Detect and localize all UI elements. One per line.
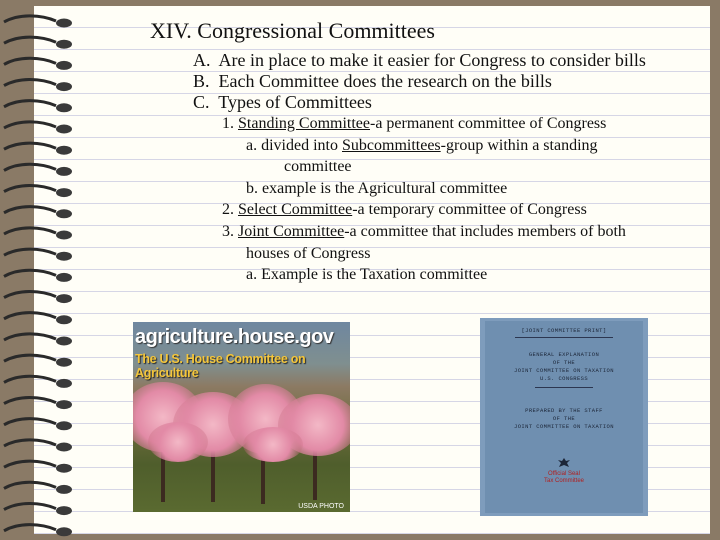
type-standing [222, 115, 606, 133]
photo-credit: USDA PHOTO [298, 503, 344, 510]
standing-sub-a [246, 137, 598, 155]
type-select [222, 201, 587, 219]
joint-committee-term: Joint Committee [238, 223, 345, 240]
doc-prepared-2: OF THE [552, 415, 576, 422]
type-joint [222, 223, 626, 241]
doc-rule [515, 337, 613, 338]
doc-line-2: OF THE [552, 359, 576, 366]
type-standing-marker: 1. [222, 115, 234, 132]
standing-sub-a-text: -group within a standing [440, 137, 598, 154]
doc-line-3: JOINT COMMITTEE ON TAXATION [514, 367, 614, 374]
standing-sub-b-marker: b. [246, 180, 258, 197]
doc-prepared-1: PREPARED BY THE STAFF [525, 407, 603, 414]
doc-prepared-3: JOINT COMMITTEE ON TAXATION [514, 423, 614, 430]
type-standing-text: -a permanent committee of Congress [370, 115, 607, 132]
standing-sub-b [246, 180, 507, 198]
document-cover [485, 321, 643, 513]
point-c-text: Types of Committees [218, 92, 372, 112]
point-c-marker: C. [193, 92, 210, 112]
doc-rule-2 [535, 387, 593, 388]
type-select-marker: 2. [222, 201, 234, 218]
standing-sub-a-pre: divided into [261, 137, 342, 154]
slide-title: XIV. Congressional Committees [150, 18, 435, 43]
doc-line-1: GENERAL EXPLANATION [528, 351, 600, 358]
standing-sub-a-cont: committee [284, 158, 352, 175]
standing-sub-b-text: example is the Agricultural committee [262, 180, 508, 197]
point-a-marker: A. [193, 50, 211, 70]
joint-sub-a-marker: a. [246, 266, 258, 283]
point-a [193, 50, 646, 71]
standing-committee-term: Standing Committee [238, 115, 370, 132]
eagle-seal-icon [557, 457, 571, 469]
point-b-marker: B. [193, 71, 210, 91]
point-b-text: Each Committee does the research on the bills [218, 71, 552, 91]
joint-sub-a-text: Example is the Taxation committee [261, 266, 488, 283]
agriculture-committee-subtitle: The U.S. House Committee on Agriculture [135, 352, 306, 380]
doc-line-4: U.S. CONGRESS [539, 375, 589, 382]
point-b [193, 71, 552, 92]
type-joint-cont: houses of Congress [246, 245, 371, 262]
doc-stamp-line-2: Tax Committee [543, 478, 584, 484]
standing-sub-a-marker: a. [246, 137, 258, 154]
type-joint-marker: 3. [222, 223, 234, 240]
agriculture-site-url: agriculture.house.gov [135, 326, 334, 348]
type-joint-text: -a committee that includes members of both [344, 223, 626, 240]
point-c [193, 92, 372, 113]
joint-sub-a [246, 266, 487, 284]
agriculture-committee-photo [133, 322, 350, 512]
type-select-text: -a temporary committee of Congress [352, 201, 587, 218]
joint-committee-taxation-document [480, 318, 648, 516]
subcommittees-term: Subcommittees [342, 137, 441, 154]
point-a-text: Are in place to make it easier for Congress to consider bills [218, 50, 646, 70]
doc-header: [JOINT COMMITTEE PRINT] [521, 327, 607, 334]
doc-stamp [485, 471, 643, 485]
select-committee-term: Select Committee [238, 201, 353, 218]
doc-stamp-line-1: Official Seal [548, 471, 580, 477]
